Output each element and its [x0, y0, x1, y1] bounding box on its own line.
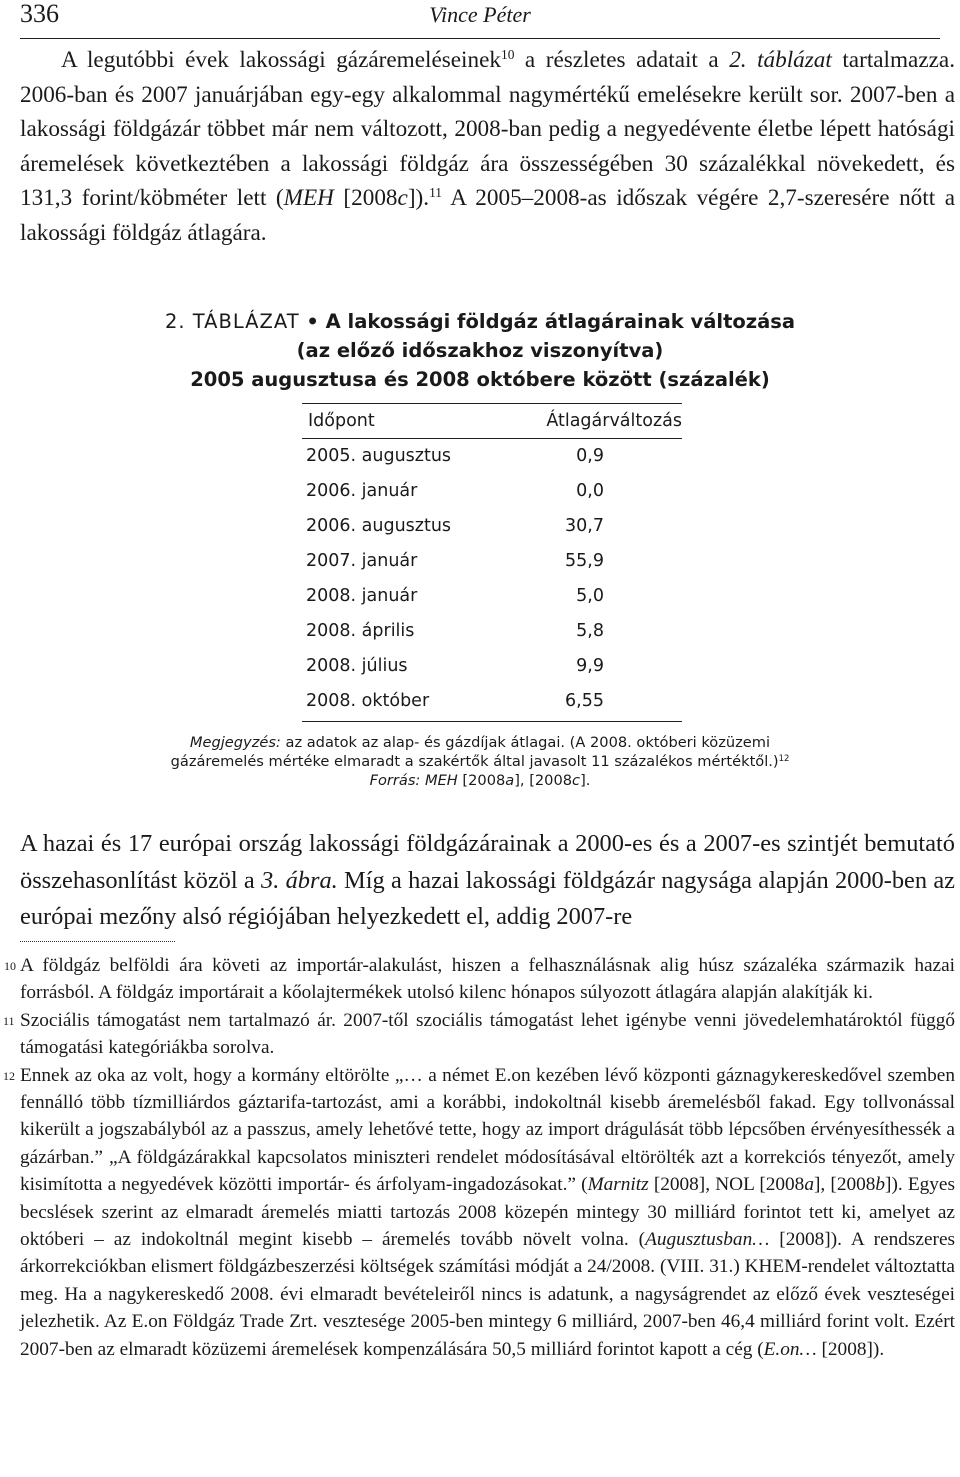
footnote-text: [2008]). A rendszeres árkorrekciókban elismert földgázbeszerzési költségek számítási módját a 24/2008. (VIII. 31.) KHEM-rendelet változtatta meg. Ha a nagykereskedő 2008. évi elmaradt bevételeiről nincs is adatunk, a nagyságrendet az előző évek veszteségei jelezhetik. Az E.on Földgáz Trade Zrt. vesztesége 2005-ben mintegy 6 milliárd, 2007-ben 46,4 milliárd forint volt. Ezért 2007-ben az elmaradt közüzemi áremelések kompenzálására 50,5 milliárd forintot kapott a cég (	[20, 1229, 956, 1360]
footnote-text: ]). Egyes becslések szerint az elmaradt áremelés miatti tartozás 2008 közepén mintegy 30 milliárd forintot tett ki, amelyet az októberi – az indokoltnál megint kisebb – áremelés tovább növelt volna. (	[20, 1174, 955, 1251]
footnote-12	[3, 1062, 956, 1363]
intro-text: A legutóbbi évek lakossági gázáremeléseinek	[61, 47, 501, 73]
table-notes	[0, 733, 960, 790]
cell-change: 0,0	[576, 481, 604, 501]
table-label: 2. TÁBLÁZAT	[164, 310, 300, 333]
cell-change: 9,9	[576, 656, 604, 676]
footnote-ref-10[interactable]: 10	[500, 46, 515, 62]
cell-change: 5,0	[576, 586, 604, 606]
source-text: ], [2008	[514, 772, 573, 789]
note-text: az adatok az alap- és gázdíjak átlagai. (A 2008. októberi közüzemi	[280, 734, 771, 751]
intro-text: ]).	[407, 185, 430, 212]
cell-date: 2006. augusztus	[306, 516, 452, 536]
footnote-text: Szociális támogatást nem tartalmazó ár. 2007-től szociális támogatást lehet igénybe venni jövedelemhatároktól függő támogatási kategóriákba sorolva.	[20, 1009, 955, 1059]
footnote-ref-11[interactable]: 11	[429, 185, 443, 201]
running-title: Vince Péter	[429, 2, 531, 27]
citation: c	[397, 185, 408, 212]
source-text: a	[505, 772, 515, 789]
cell-date: 2008. július	[306, 656, 408, 676]
paragraph-text: Míg a hazai lakossági földgázár nagysága alapján 2000-ben az európai mezőny alsó régiójában helyezkedett el, addig 2007-re	[20, 866, 955, 930]
note-label: Megjegyzés:	[189, 734, 281, 751]
source-label: Forrás:	[369, 772, 421, 789]
footnotes	[3, 952, 956, 1363]
column-header-change: Átlagárváltozás	[546, 411, 682, 431]
table-row	[302, 686, 682, 721]
cell-date: 2008. október	[306, 691, 430, 711]
page-number: 336	[20, 0, 59, 28]
table-row	[302, 476, 682, 511]
footnote-text: [2008], NOL [2008	[648, 1174, 805, 1196]
cell-date: 2008. április	[306, 621, 415, 641]
footnote-10	[4, 952, 955, 1007]
footnote-text: A földgáz belföldi ára követi az importár-alakulást, hiszen a felhasználásnak alig húsz százaléka származik hazai forrásból. A földgáz importárait a kőolajtermékek utolsó kilenc hónapos súlyozott átlagára alapján alakítják ki.	[20, 955, 955, 1004]
table-header-row	[302, 404, 682, 439]
table-title: A lakossági földgáz átlagárainak változása	[325, 310, 796, 333]
footnote-number: 10	[4, 959, 16, 973]
cell-date: 2008. január	[306, 586, 418, 606]
table-row	[302, 441, 682, 476]
table-caption	[0, 307, 960, 394]
note-text: gázáremelés mértéke elmaradt a szakértők által javasolt 11 százalékos mértéktől.)	[170, 753, 779, 770]
citation: E.on…	[763, 1338, 817, 1360]
citation: b	[875, 1174, 886, 1196]
footnote-number: 12	[3, 1068, 15, 1083]
table-period: 2005 augusztusa és 2008 októbere között (százalék)	[190, 368, 770, 391]
table-row	[302, 581, 682, 616]
citation: MEH	[283, 185, 334, 212]
source-text: [2008	[457, 772, 506, 789]
page-header	[20, 0, 940, 39]
table-reference: 2. táblázat	[729, 47, 832, 73]
intro-text: A 2005–2008-as időszak végére 2,7-szeresére nőtt a lakossági földgáz átlagára.	[20, 185, 955, 246]
citation: a	[804, 1174, 814, 1196]
paragraph-text: A hazai és 17 európai ország lakossági földgázárainak a 2000-es és a 2007-es szintjét bemutató összehasonlítást közöl a	[20, 830, 955, 894]
intro-paragraph	[20, 43, 955, 251]
comparison-paragraph	[20, 826, 955, 936]
table-row	[302, 511, 682, 546]
figure-reference: 3. ábra.	[261, 866, 338, 894]
footnote-text: Ennek az oka az volt, hogy a kormány eltörölte „… a német E.on kezében lévő központi gáznagykereskedővel szemben fennálló több tízmilliárdos gáztarifa-tartozást, ami a korábbi, indokoltnál kisebb áremelésből fakad. Egy tollvonással kikerült a jogszabályból az a passzus, amely lehetővé tette, hogy az import drágulását több lépcsőben érvényesíthessék a gázárban.” „A földgázárakkal kapcsolatos miniszteri rendelet módosításával eltörölték azt a korrekciós tényezőt, amely kisimította a negyedévek közötti importár- és árfolyam-ingadozásokat.” (	[20, 1064, 955, 1196]
table-row	[302, 546, 682, 581]
footnote-text: [2008]).	[816, 1338, 885, 1360]
table-row	[302, 616, 682, 651]
cell-change: 0,9	[576, 446, 604, 466]
citation: Augusztusban…	[645, 1229, 770, 1251]
source-text: c	[572, 772, 581, 789]
cell-date: 2007. január	[306, 551, 418, 571]
footnote-ref-12[interactable]: 12	[778, 752, 790, 763]
intro-text: a részletes adatait a	[514, 47, 730, 73]
footnote-number: 11	[3, 1013, 15, 1028]
table-subtitle: (az előző időszakhoz viszonyítva)	[296, 339, 664, 362]
price-change-table	[302, 403, 682, 722]
intro-text: [2008	[333, 185, 398, 212]
footnote-11	[3, 1007, 955, 1062]
cell-date: 2006. január	[306, 481, 418, 501]
intro-text: tartalmazza. 2006-ban és 2007 januárjában egy-egy alkalommal nagymértékű emelésekre került sor. 2007-ben a lakossági földgázár többet már nem változott, 2008-ban pedig a negyedévente életbe lépett hatósági áremelések következtében a lakossági földgáz ára összességében 30 százalékkal növekedett, és 131,3 forint/köbméter lett (	[20, 47, 955, 212]
footnote-separator	[20, 941, 175, 942]
cell-change: 55,9	[565, 551, 604, 571]
cell-change: 30,7	[565, 516, 604, 536]
column-header-date: Időpont	[308, 411, 375, 431]
citation: Marnitz	[587, 1174, 649, 1196]
footnote-text: ], [2008	[813, 1174, 876, 1196]
table-row	[302, 651, 682, 686]
cell-change: 6,55	[565, 691, 604, 711]
cell-date: 2005. augusztus	[306, 446, 452, 466]
source-text: MEH	[420, 772, 458, 789]
cell-change: 5,8	[576, 621, 604, 641]
bullet: •	[306, 310, 319, 333]
source-text: ].	[580, 772, 591, 789]
